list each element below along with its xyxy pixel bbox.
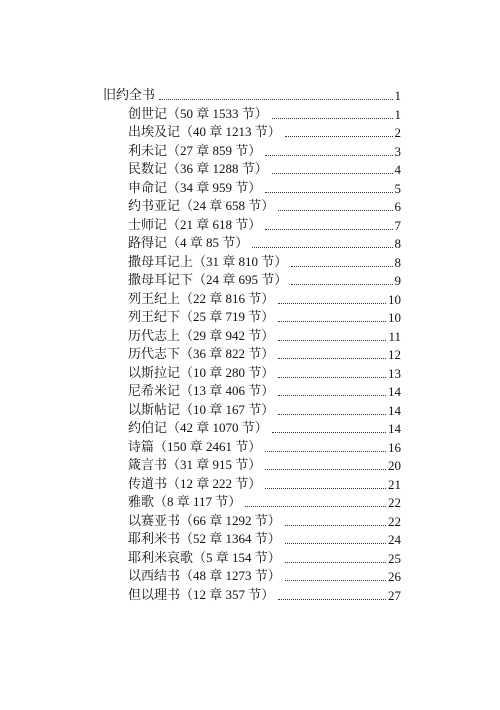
toc-entry-label	[128, 494, 243, 511]
book-name: 以斯拉记	[128, 365, 181, 381]
toc-entry-label	[128, 106, 270, 123]
toc-entry-label	[128, 143, 263, 160]
toc-entry[interactable]	[128, 327, 401, 345]
book-chapter-verse-count: （22 章 816 节）	[180, 290, 275, 306]
book-chapter-verse-count: （21 章 618 节）	[167, 216, 262, 232]
book-chapter-verse-count: （27 章 859 节）	[167, 142, 262, 158]
toc-entry[interactable]	[128, 549, 401, 567]
page-number: 7	[394, 217, 401, 233]
page-number: 3	[394, 143, 401, 159]
page-number: 20	[388, 458, 401, 473]
toc-entry[interactable]	[128, 179, 401, 197]
book-name: 约书亚记	[128, 199, 181, 214]
toc-entry[interactable]	[128, 253, 401, 271]
page-number: 21	[388, 476, 401, 492]
toc-entry-label	[128, 457, 263, 474]
dot-leader	[285, 524, 386, 526]
page-number: 5	[394, 180, 401, 196]
book-name: 但以理书	[128, 587, 181, 603]
toc-entry-label	[128, 328, 276, 345]
book-chapter-verse-count: （12 章 357 节）	[180, 586, 275, 602]
dot-leader	[265, 487, 386, 489]
page-number: 1	[394, 106, 401, 122]
toc-entry-label	[128, 161, 270, 178]
toc-entry-label	[128, 291, 276, 308]
book-name: 撒母耳记下	[128, 273, 194, 288]
toc-entry-label	[128, 402, 276, 419]
toc-main-label	[103, 88, 157, 104]
toc-entry[interactable]	[128, 345, 401, 363]
page-number: 26	[388, 569, 401, 584]
page-number: 10	[388, 291, 401, 307]
dot-leader	[245, 505, 386, 507]
book-chapter-verse-count: （5 章 154 节）	[193, 549, 281, 565]
page-number: 11	[388, 328, 401, 344]
page-number: 10	[388, 310, 401, 325]
dot-leader	[278, 320, 386, 322]
book-chapter-verse-count: （25 章 719 节）	[180, 309, 275, 324]
toc-entry-label	[128, 198, 276, 215]
page-number: 24	[388, 532, 401, 547]
toc-entry[interactable]	[128, 160, 401, 178]
page-number: 13	[388, 365, 401, 381]
toc-entry-label	[128, 124, 283, 141]
toc-entry-label	[128, 217, 263, 234]
dot-leader	[291, 283, 392, 285]
book-chapter-verse-count: （31 章 915 节）	[167, 457, 262, 472]
dot-leader	[291, 265, 392, 267]
page-number: 22	[388, 513, 401, 529]
toc-entry[interactable]	[128, 530, 401, 548]
book-chapter-verse-count: （36 章 1288 节）	[167, 161, 268, 176]
toc-entry[interactable]	[128, 475, 401, 493]
toc-entry-label	[128, 383, 276, 400]
book-chapter-verse-count: （24 章 695 节）	[193, 272, 288, 287]
dot-leader	[265, 154, 392, 156]
book-chapter-verse-count: （29 章 942 节）	[180, 327, 275, 343]
toc-main-page-number: 1	[394, 88, 401, 103]
dot-leader	[285, 579, 386, 581]
toc-entry[interactable]	[128, 197, 401, 215]
dot-leader	[285, 135, 393, 137]
book-chapter-verse-count: （40 章 1213 节）	[180, 124, 281, 139]
book-name: 以西结书	[128, 569, 181, 584]
book-chapter-verse-count: （12 章 222 节）	[167, 475, 262, 491]
book-chapter-verse-count: （36 章 822 节）	[180, 346, 275, 361]
book-chapter-verse-count: （31 章 810 节）	[193, 253, 288, 269]
page-number: 4	[394, 162, 401, 177]
book-name: 约伯记	[128, 421, 168, 436]
book-name: 撒母耳记上	[128, 254, 194, 270]
page-number: 2	[394, 125, 401, 140]
book-name: 列王纪上	[128, 291, 181, 307]
toc-entry[interactable]	[128, 512, 401, 530]
book-chapter-verse-count: （10 章 280 节）	[180, 364, 275, 380]
toc-entry[interactable]	[128, 142, 401, 160]
book-chapter-verse-count: （66 章 1292 节）	[180, 512, 281, 528]
book-chapter-verse-count: （13 章 406 节）	[180, 383, 275, 398]
book-name: 传道书	[128, 476, 168, 492]
dot-leader	[272, 117, 393, 119]
dot-leader	[278, 376, 386, 378]
book-name: 以赛亚书	[128, 513, 181, 529]
dot-leader	[278, 302, 386, 304]
book-name: 列王纪下	[128, 310, 181, 325]
book-name: 雅歌	[128, 495, 155, 510]
book-name: 路得记	[128, 236, 168, 251]
book-name: 诗篇	[128, 439, 155, 455]
toc-entry[interactable]	[128, 419, 401, 437]
dot-leader	[278, 598, 386, 600]
page-number: 22	[388, 495, 401, 510]
book-name: 耶利米哀歌	[128, 550, 194, 566]
dot-leader	[272, 431, 386, 433]
dot-leader	[159, 98, 392, 100]
toc-entry-main[interactable]	[103, 86, 401, 104]
dot-leader	[278, 413, 386, 415]
toc-main-title: 旧约全书	[103, 88, 156, 103]
dot-leader	[285, 542, 386, 544]
toc-entry[interactable]	[128, 493, 401, 511]
book-chapter-verse-count: （34 章 959 节）	[167, 179, 262, 195]
dot-leader	[252, 246, 392, 248]
book-name: 箴言书	[128, 458, 168, 473]
toc-entry-label	[128, 254, 289, 271]
book-chapter-verse-count: （48 章 1273 节）	[180, 568, 281, 583]
toc-entry[interactable]	[128, 567, 401, 585]
dot-leader	[278, 394, 386, 396]
book-name: 利未记	[128, 143, 168, 159]
toc-entry[interactable]	[128, 216, 401, 234]
toc-entry[interactable]	[128, 105, 401, 123]
toc-entry-label	[128, 346, 276, 363]
page-number: 14	[388, 384, 401, 399]
book-name: 申命记	[128, 180, 168, 196]
book-chapter-verse-count: （24 章 658 节）	[180, 198, 275, 213]
dot-leader	[265, 450, 386, 452]
dot-leader	[278, 209, 392, 211]
toc-entry[interactable]	[128, 123, 401, 141]
page-number: 6	[394, 199, 401, 214]
toc-entry[interactable]	[128, 364, 401, 382]
toc-entry-label	[128, 513, 283, 530]
toc-entry[interactable]	[128, 290, 401, 308]
book-chapter-verse-count: （8 章 117 节）	[154, 494, 242, 509]
page-number: 12	[388, 347, 401, 362]
book-chapter-verse-count: （42 章 1070 节）	[167, 420, 268, 435]
toc-entry[interactable]	[128, 308, 401, 326]
toc-entry[interactable]	[128, 271, 401, 289]
dot-leader	[265, 228, 392, 230]
toc-entry-label	[128, 420, 270, 437]
toc-entry-label	[128, 365, 276, 382]
page-number: 25	[388, 550, 401, 566]
book-chapter-verse-count: （150 章 2461 节）	[154, 438, 262, 454]
toc-entry[interactable]	[128, 401, 401, 419]
toc-entry-label	[128, 180, 263, 197]
book-chapter-verse-count: （10 章 167 节）	[180, 401, 275, 417]
dot-leader	[278, 357, 386, 359]
toc-entry[interactable]	[128, 382, 401, 400]
page-number: 8	[394, 254, 401, 270]
toc-entry[interactable]	[128, 586, 401, 604]
dot-leader	[272, 172, 393, 174]
toc-entry-label	[128, 568, 283, 585]
toc-entry-label	[128, 550, 283, 567]
book-name: 民数记	[128, 162, 168, 177]
book-name: 士师记	[128, 217, 168, 233]
toc-entry-label	[128, 476, 263, 493]
book-name: 历代志上	[128, 328, 181, 344]
toc-entry-label	[128, 272, 289, 289]
dot-leader	[285, 561, 386, 563]
toc-entry-label	[128, 235, 250, 252]
toc-entry-label	[128, 531, 283, 548]
toc-entry-label	[128, 439, 263, 456]
toc-entry[interactable]	[128, 234, 401, 252]
page-number: 16	[388, 439, 401, 455]
dot-leader	[278, 339, 386, 341]
book-name: 尼希米记	[128, 384, 181, 399]
toc-entry[interactable]	[128, 456, 401, 474]
book-name: 创世记	[128, 106, 168, 122]
page-number: 14	[388, 402, 401, 418]
book-chapter-verse-count: （50 章 1533 节）	[167, 105, 268, 121]
page-number: 14	[388, 421, 401, 436]
dot-leader	[265, 191, 392, 193]
dot-leader	[265, 468, 386, 470]
page-number: 8	[394, 236, 401, 251]
toc-entry-label	[128, 309, 276, 326]
book-chapter-verse-count: （52 章 1364 节）	[180, 531, 281, 546]
book-chapter-verse-count: （4 章 85 节）	[167, 235, 249, 250]
book-name: 出埃及记	[128, 125, 181, 140]
book-name: 历代志下	[128, 347, 181, 362]
toc-entry-label	[128, 587, 276, 604]
page-number: 27	[388, 587, 401, 603]
book-name: 耶利米书	[128, 532, 181, 547]
book-name: 以斯帖记	[128, 402, 181, 418]
page-number: 9	[394, 273, 401, 288]
toc-entry[interactable]	[128, 438, 401, 456]
